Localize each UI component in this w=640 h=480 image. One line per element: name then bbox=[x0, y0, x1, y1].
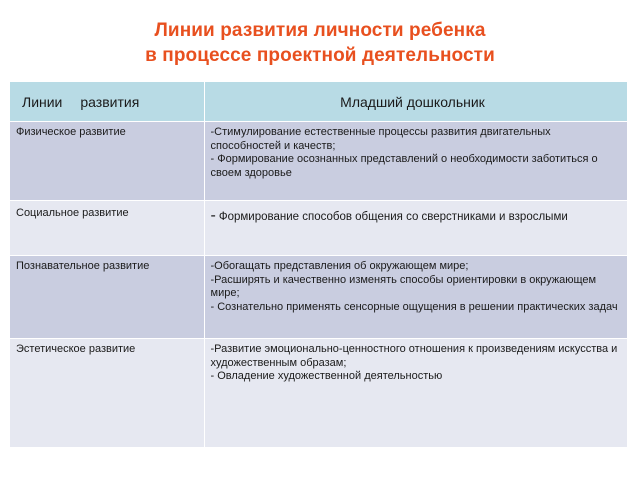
desc-line: Формирование способов общения со сверстниками и взрослыми bbox=[218, 211, 568, 223]
dash-bullet: - bbox=[210, 207, 216, 224]
desc-line: -Обогащать представления об окружающем мире; bbox=[210, 260, 469, 272]
desc-line: - Сознательно применять сенсорные ощущения в решении практических задач bbox=[210, 300, 618, 313]
desc-line: - Овладение художественной деятельностью bbox=[210, 370, 443, 382]
row-label-physical: Физическое развитие bbox=[10, 122, 204, 201]
row-label-aesthetic: Эстетическое развитие bbox=[10, 339, 204, 448]
row-desc-physical bbox=[204, 122, 627, 201]
title-line-2: в процессе проектной деятельности bbox=[145, 45, 495, 66]
table-row bbox=[10, 201, 627, 256]
row-label-cognitive: Познавательное развитие bbox=[10, 256, 204, 339]
title-line-1: Линии развития личности ребенка bbox=[154, 20, 486, 41]
row-desc-cognitive bbox=[204, 256, 627, 339]
table-row bbox=[10, 339, 627, 448]
header-col1-word1: Линии bbox=[22, 93, 63, 110]
desc-line: - Формирование осознанных представлений о необходимости заботиться о своем здоровье bbox=[210, 153, 598, 179]
table-row bbox=[10, 122, 627, 201]
desc-line: -Стимулирование естественные процессы развития двигательных способностей и качеств; bbox=[210, 126, 551, 152]
header-younger-preschooler: Младший дошкольник bbox=[204, 82, 627, 122]
row-label-social: Социальное развитие bbox=[10, 201, 204, 256]
development-lines-table bbox=[10, 82, 628, 447]
header-development-lines bbox=[10, 82, 204, 122]
row-desc-social bbox=[204, 201, 627, 256]
header-col1-word2: развития bbox=[80, 93, 140, 110]
table-row bbox=[10, 256, 627, 339]
row-desc-aesthetic bbox=[204, 339, 627, 448]
slide-title bbox=[0, 18, 640, 68]
table-header-row bbox=[10, 82, 627, 122]
desc-line: -Развитие эмоционально-ценностного отношения к произведениям искусства и художественным образам; bbox=[210, 343, 618, 369]
desc-line: -Расширять и качественно изменять способы ориентировки в окружающем мире; bbox=[210, 273, 597, 299]
